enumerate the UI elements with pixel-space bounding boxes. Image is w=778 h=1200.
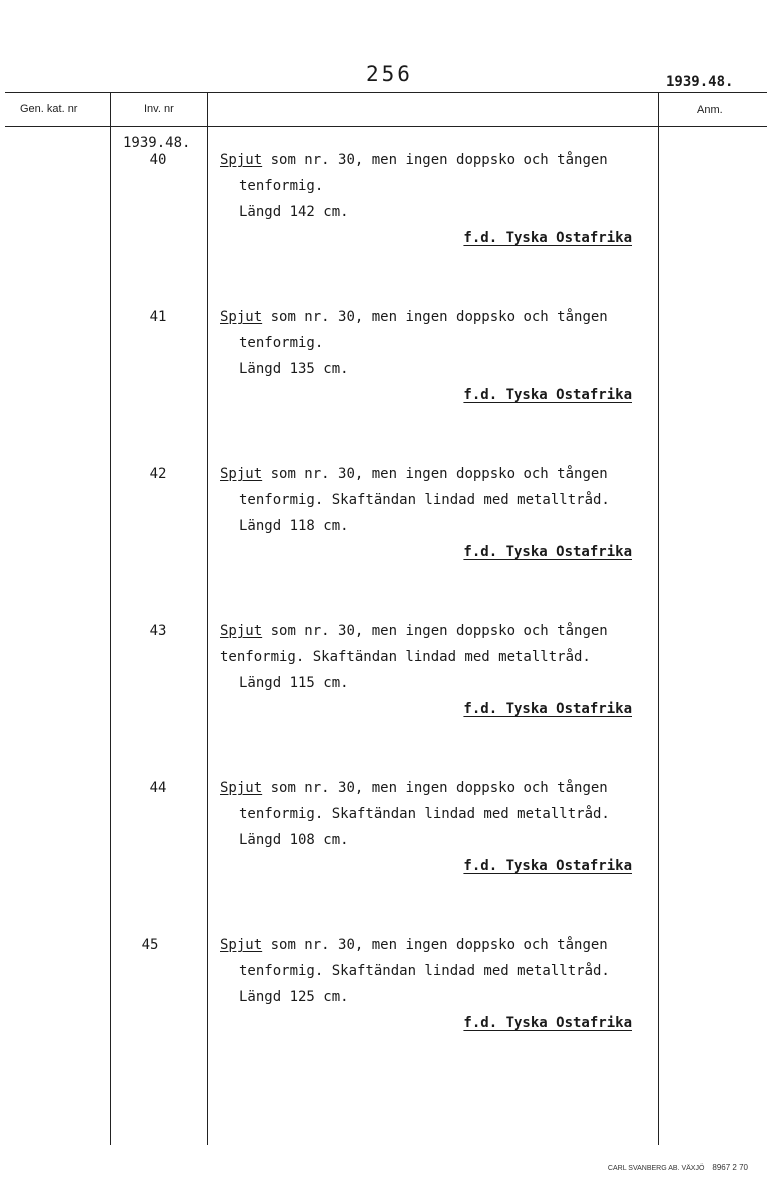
provenance: f.d. Tyska Ostafrika	[463, 858, 632, 874]
object-word: Spjut	[220, 780, 263, 796]
object-word: Spjut	[220, 152, 263, 168]
inv-number: 43	[149, 623, 167, 639]
header-inv: Inv. nr	[144, 103, 174, 115]
form-code: 8967 2 70	[712, 1163, 748, 1172]
object-word: Spjut	[220, 623, 263, 639]
entry-line-3: Längd 108 cm.	[239, 832, 349, 848]
entry-text: som nr. 30, men ingen doppsko och tången	[262, 623, 608, 639]
entry-line-2: tenformig. Skaftändan lindad med metalltråd.	[239, 806, 610, 822]
entry-line-2: tenformig. Skaftändan lindad med metalltråd.	[239, 492, 610, 508]
object-word: Spjut	[220, 466, 263, 482]
header-gen-kat: Gen. kat. nr	[20, 103, 78, 115]
catalog-ref-top: 1939.48.	[666, 74, 734, 90]
inv-number: 40	[149, 152, 167, 168]
entry-text: som nr. 30, men ingen doppsko och tången	[262, 780, 608, 796]
entry-line-1	[220, 623, 608, 639]
column-divider-2	[207, 92, 208, 1145]
header-top-rule	[5, 92, 767, 93]
provenance: f.d. Tyska Ostafrika	[463, 387, 632, 403]
entry-line-3: Längd 142 cm.	[239, 204, 349, 220]
provenance: f.d. Tyska Ostafrika	[463, 701, 632, 717]
entry-line-3: Längd 118 cm.	[239, 518, 349, 534]
entry-line-2: tenformig.	[239, 335, 324, 351]
printer-footer	[608, 1163, 748, 1172]
catalog-prefix: 1939.48.	[123, 135, 191, 151]
inv-number: 45	[141, 937, 159, 953]
object-word: Spjut	[220, 309, 263, 325]
inv-number: 44	[149, 780, 167, 796]
column-divider-3	[658, 92, 659, 1145]
page-number: 256	[366, 62, 413, 86]
entry-text: som nr. 30, men ingen doppsko och tången	[262, 152, 608, 168]
entry-text: som nr. 30, men ingen doppsko och tången	[262, 466, 608, 482]
entry-line-1	[220, 309, 608, 325]
entry-line-2: tenformig.	[239, 178, 324, 194]
entry-line-3: Längd 125 cm.	[239, 989, 349, 1005]
inv-number: 41	[149, 309, 167, 325]
entry-line-3: Längd 115 cm.	[239, 675, 349, 691]
column-divider-1	[110, 92, 111, 1145]
provenance: f.d. Tyska Ostafrika	[463, 1015, 632, 1031]
entry-line-1	[220, 937, 608, 953]
header-anm: Anm.	[697, 104, 723, 116]
entry-line-1	[220, 466, 608, 482]
printer-name: CARL SVANBERG AB. VÄXJÖ	[607, 1165, 705, 1172]
provenance: f.d. Tyska Ostafrika	[463, 544, 632, 560]
header-bottom-rule	[5, 126, 767, 127]
entry-text: som nr. 30, men ingen doppsko och tången	[262, 937, 608, 953]
entry-line-1	[220, 780, 608, 796]
inv-number: 42	[149, 466, 167, 482]
entry-line-2: tenformig. Skaftändan lindad med metalltråd.	[220, 649, 591, 665]
entry-line-1	[220, 152, 608, 168]
provenance: f.d. Tyska Ostafrika	[463, 230, 632, 246]
entry-line-3: Längd 135 cm.	[239, 361, 349, 377]
object-word: Spjut	[220, 937, 263, 953]
entry-line-2: tenformig. Skaftändan lindad med metalltråd.	[239, 963, 610, 979]
entry-text: som nr. 30, men ingen doppsko och tången	[262, 309, 608, 325]
